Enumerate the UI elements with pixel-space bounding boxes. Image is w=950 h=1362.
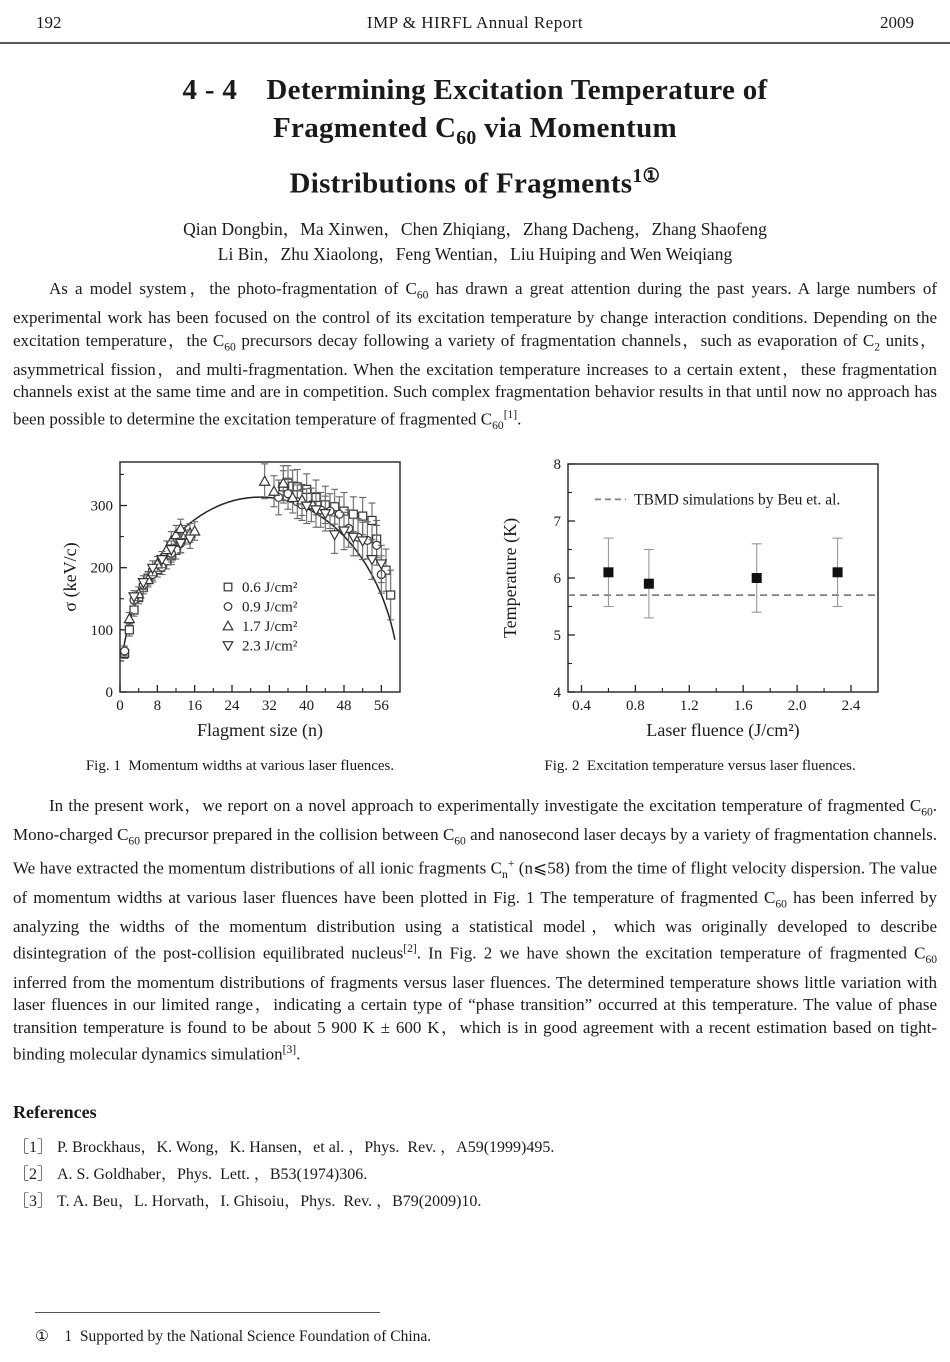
reference-item-1: ［1］ P. Brockhaus，K. Wong，K. Hansen，et al. ，Phys. Rev. ，A59(1999)495.	[13, 1139, 555, 1157]
svg-text:2.0: 2.0	[787, 698, 807, 715]
svg-text:Laser fluence (J/cm²): Laser fluence (J/cm²)	[646, 720, 800, 741]
svg-text:0.8: 0.8	[626, 698, 645, 715]
svg-text:300: 300	[90, 498, 113, 515]
page-header	[0, 0, 950, 33]
footnote-divider	[35, 1312, 380, 1313]
authors-line1: Qian Dongbin，Ma Xinwen，Chen Zhiqiang，Zhang Dacheng，Zhang Shaofeng	[183, 219, 767, 240]
paragraph-1: As a model system，the photo-fragmentation of $C_{60}$ has drawn a great attention during the past years. A large numbers of experimental work has been focused on the control of its excitation temperature by change interaction conditions. Depending on the excitation temperature，the $C_{60}$ precursors decay following a variety of fragmentation channels，such as evaporation of $C_2$ units，asymmetrical fission，and multi-fragmentation. When the excitation temperature increases to a certain extent，these fragmentation channels exist at the same time and are in competition. Such complex fragmentation behavior results in that until now no approach has been possible to determine the excitation temperature of fragmented $C_{60}[1]$.	[13, 279, 937, 432]
figure2-caption: Fig. 2 Excitation temperature versus laser fluences.	[544, 758, 856, 775]
svg-text:4: 4	[553, 685, 561, 702]
svg-text:1.2: 1.2	[679, 698, 699, 715]
svg-text:32: 32	[261, 698, 277, 715]
svg-text:2.3 J/cm²: 2.3 J/cm²	[242, 638, 298, 655]
svg-text:Temperature (K): Temperature (K)	[500, 518, 520, 639]
svg-text:0.9 J/cm²: 0.9 J/cm²	[242, 599, 298, 616]
footnote-block	[35, 1312, 431, 1346]
article-title-line2: Fragmented $C_{60}$ via Momentum	[273, 112, 677, 149]
svg-text:56: 56	[373, 698, 389, 715]
svg-text:σ (keV/c): σ (keV/c)	[60, 542, 80, 612]
svg-text:Flagment size (n): Flagment size (n)	[197, 720, 323, 741]
svg-text:40: 40	[299, 698, 315, 715]
svg-text:16: 16	[187, 698, 203, 715]
references-list	[0, 1135, 950, 1214]
svg-text:2.4: 2.4	[841, 698, 861, 715]
figure2-temperature-plot	[490, 452, 910, 744]
svg-text:24: 24	[224, 698, 240, 715]
svg-text:200: 200	[90, 560, 113, 577]
svg-text:0.4: 0.4	[572, 698, 591, 715]
svg-text:8: 8	[153, 698, 162, 715]
authors-block	[0, 217, 950, 267]
svg-text:TBMD simulations by Beu et. al: TBMD simulations by Beu et. al.	[634, 491, 841, 509]
svg-text:5: 5	[553, 628, 561, 645]
svg-text:0: 0	[116, 698, 124, 715]
page-number: 192	[36, 13, 62, 32]
paragraph-2: In the present work，we report on a novel approach to experimentally investigate the excitation temperature of fragmented $C_{60}$. Mono-charged $C_{60}$ precursor prepared in the collision between $C_{60}$ and nanosecond laser decays by a variety of fragmentation channels. We have extracted the momentum distributions of all ionic fragments $C_n^+$ (n⩽58) from the time of flight velocity dispersion. The value of momentum widths at various laser fluences have been plotted in Fig. 1 The temperature of fragmented $C_{60}$ has been inferred by analyzing the widths of the momentum distribution using a statistical model，which was originally developed to describe disintegration of the post-collision equilibrated nucleus[2]. In Fig. 2 we have shown the excitation temperature of fragmented $C_{60}$ inferred from the momentum distributions of fragments versus laser fluences. The determined temperature shows little variation with laser fluences in our limited range，indicating a certain type of “phase transition” occurred at this temperature. The value of phase transition temperature is found to be about 5 900 K ± 600 K，which is in good agreement with a recent estimation based on tight-binding molecular dynamics simulation[3].	[13, 796, 938, 1064]
header-divider	[0, 42, 950, 44]
svg-text:8: 8	[553, 457, 561, 474]
figure1-momentum-widths-plot	[56, 452, 461, 744]
references-heading: References	[13, 1102, 97, 1123]
year-label: 2009	[880, 13, 914, 32]
authors-line2: Li Bin，Zhu Xiaolong，Feng Wentian，Liu Huiping and Wen Weiqiang	[217, 244, 733, 265]
figures-row	[0, 452, 950, 784]
article-title-line1: 4 - 4 Determining Excitation Temperature of	[182, 74, 768, 106]
svg-text:0.6 J/cm²: 0.6 J/cm²	[242, 580, 298, 597]
reference-item-2: ［2］ A. S. Goldhaber，Phys. Lett. ，B53(1974)306.	[13, 1166, 368, 1184]
reference-item-3: ［3］ T. A. Beu，L. Horvath，I. Ghisoiu，Phys. Rev. ，B79(2009)10.	[13, 1193, 482, 1211]
svg-text:0: 0	[105, 685, 113, 702]
journal-title: IMP & HIRFL Annual Report	[366, 13, 584, 32]
svg-text:1.6: 1.6	[733, 698, 753, 715]
svg-text:100: 100	[90, 623, 113, 640]
svg-text:7: 7	[553, 514, 561, 531]
footnote-text: ① 1 Supported by the National Science Foundation of China.	[35, 1328, 432, 1345]
article-title-line3: Distributions of Fragments$^{1①}$	[289, 164, 661, 200]
figure1-caption: Fig. 1 Momentum widths at various laser fluences.	[85, 758, 395, 775]
svg-text:6: 6	[553, 571, 561, 588]
svg-text:1.7 J/cm²: 1.7 J/cm²	[242, 619, 298, 636]
article-title	[60, 71, 890, 202]
svg-text:48: 48	[336, 698, 352, 715]
